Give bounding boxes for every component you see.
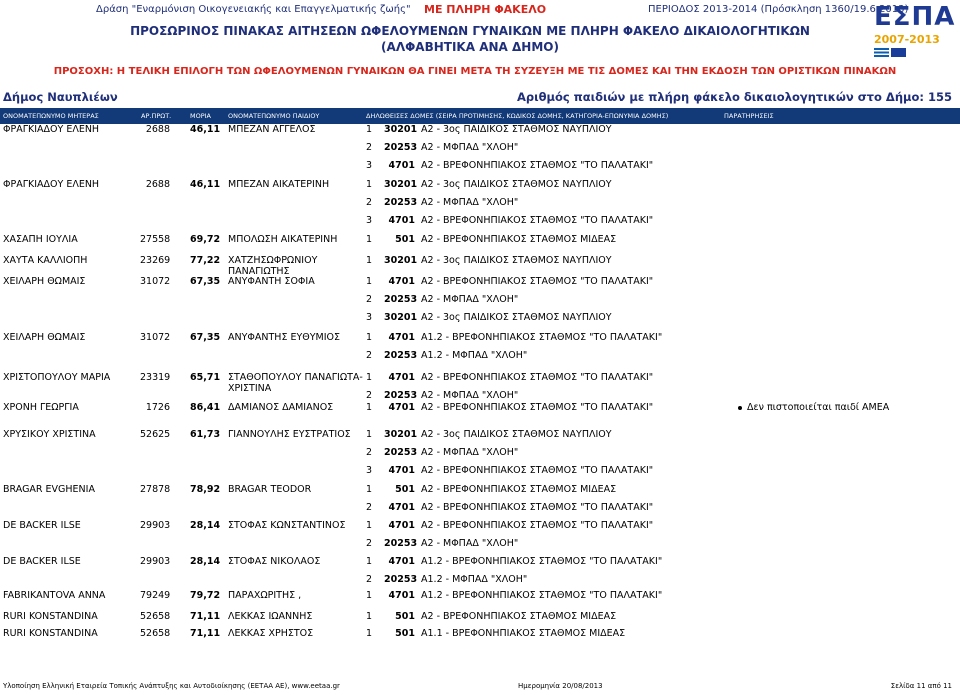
child-name-line: ΛΕΚΚΑΣ ΙΩΑΝΝΗΣ — [228, 611, 313, 622]
remark — [738, 402, 889, 413]
structure-name: Α2 - ΜΦΠΑΔ "ΧΛΟΗ" — [421, 538, 519, 549]
info-bar — [0, 87, 960, 107]
points: 46,11 — [190, 124, 221, 135]
structure-code: 4701 — [388, 590, 415, 601]
structure-name: Α2 - ΒΡΕΦΟΝΗΠΙΑΚΟΣ ΣΤΑΘΜΟΣ "ΤΟ ΠΑΛΑΤΑΚΙ" — [421, 520, 654, 531]
child-name — [228, 124, 316, 135]
structure-name: Α2 - ΒΡΕΦΟΝΗΠΙΑΚΟΣ ΣΤΑΘΜΟΣ "ΤΟ ΠΑΛΑΤΑΚΙ" — [421, 465, 654, 476]
child-name-line: ΧΑΤΖΗΣΩΦΡΩΝΙΟΥ — [228, 255, 318, 266]
preference-order: 1 — [366, 402, 373, 413]
preference-order: 3 — [366, 160, 373, 171]
child-name — [228, 429, 351, 440]
protocol-number: 31072 — [140, 332, 171, 343]
structure-name: Α2 - ΒΡΕΦΟΝΗΠΙΑΚΟΣ ΣΤΑΘΜΟΣ ΜΙΔΕΑΣ — [421, 234, 617, 245]
structure-code: 20253 — [384, 574, 418, 585]
col-remarks: ΠΑΡΑΤΗΡΗΣΕΙΣ — [724, 112, 774, 120]
period-label: ΠΕΡΙΟΔΟΣ 2013-2014 (Πρόσκληση 1360/19.6.2013) — [648, 4, 909, 15]
preference-order: 2 — [366, 502, 373, 513]
structure-code: 20253 — [384, 142, 418, 153]
structure-name: Α2 - 3ος ΠΑΙΔΙΚΟΣ ΣΤΑΘΜΟΣ ΝΑΥΠΛΙΟΥ — [421, 255, 612, 266]
mother-name: RURI KONSTANDINA — [3, 628, 98, 639]
page-subtitle: (ΑΛΦΑΒΗΤΙΚΑ ΑΝΑ ΔΗΜΟ) — [381, 40, 559, 54]
preference-order: 2 — [366, 574, 373, 585]
preference-order: 2 — [366, 197, 373, 208]
child-name — [228, 484, 311, 495]
mother-name: ΧΡΙΣΤΟΠΟΥΛΟΥ ΜΑΡΙΑ — [3, 372, 111, 383]
structure-code: 4701 — [388, 276, 415, 287]
mother-name: ΧΡΥΣΙΚΟΥ ΧΡΙΣΤΙΝΑ — [3, 429, 96, 440]
structure-code: 30201 — [384, 124, 418, 135]
structure-name: Α2 - ΜΦΠΑΔ "ΧΛΟΗ" — [421, 197, 519, 208]
protocol-number: 27878 — [140, 484, 171, 495]
child-name-line: ΠΑΝΑΓΙΩΤΗΣ — [228, 266, 290, 277]
preference-order: 2 — [366, 447, 373, 458]
preference-order: 2 — [366, 294, 373, 305]
structure-name: Α2 - ΒΡΕΦΟΝΗΠΙΑΚΟΣ ΣΤΑΘΜΟΣ "ΤΟ ΠΑΛΑΤΑΚΙ" — [421, 502, 654, 513]
preference-order: 1 — [366, 179, 373, 190]
structure-code: 30201 — [384, 179, 418, 190]
child-name — [228, 628, 313, 639]
structure-code: 4701 — [388, 332, 415, 343]
child-name — [228, 276, 315, 287]
protocol-number: 52658 — [140, 611, 171, 622]
points: 86,41 — [190, 402, 221, 413]
structure-name: Α2 - ΒΡΕΦΟΝΗΠΙΑΚΟΣ ΣΤΑΘΜΟΣ "ΤΟ ΠΑΛΑΤΑΚΙ" — [421, 215, 654, 226]
preference-order: 2 — [366, 350, 373, 361]
child-name — [228, 255, 317, 277]
structure-code: 20253 — [384, 197, 418, 208]
protocol-number: 23269 — [140, 255, 171, 266]
page-title: ΠΡΟΣΩΡΙΝΟΣ ΠΙΝΑΚΑΣ ΑΙΤΗΣΕΩΝ ΩΦΕΛΟΥΜΕΝΩΝ ΓΥΝΑΙΚΩΝ ΜΕ ΠΛΗΡΗ ΦΑΚΕΛΟ ΔΙΚΑΙΟΛΟΓΗΤΙΚΩΝ — [130, 24, 810, 38]
children-count-label: Αριθμός παιδιών με πλήρη φάκελο δικαιολογητικών στο Δήμο: 155 — [516, 90, 952, 104]
preference-order: 1 — [366, 484, 373, 495]
mother-name: ΧΑΣΑΠΗ ΙΟΥΛΙΑ — [3, 234, 78, 245]
points: 46,11 — [190, 179, 221, 190]
structure-code: 20253 — [384, 350, 418, 361]
protocol-number: 27558 — [140, 234, 171, 245]
col-structures: ΔΗΛΩΘΕΙΣΕΣ ΔΟΜΕΣ (ΣΕΙΡΑ ΠΡΟΤΙΜΗΣΗΣ, ΚΩΔΙΚΟΣ ΔΟΜΗΣ, ΚΑΤΗΓΟΡΙΑ-ΕΠΩΝΥΜΙΑ ΔΟΜΗΣ) — [366, 112, 669, 120]
mother-name: ΦΡΑΓΚΙΑΔΟΥ ΕΛΕΝΗ — [3, 179, 100, 190]
warning-banner: ΠΡΟΣΟΧΗ: Η ΤΕΛΙΚΗ ΕΠΙΛΟΓΗ ΤΩΝ ΩΦΕΛΟΥΜΕΝΩΝ ΓΥΝΑΙΚΩΝ ΘΑ ΓΙΝΕΙ ΜΕΤΑ ΤΗ ΣΥΖΕΥΞΗ ΜΕ ΤΙΣ ΔΟΜΕΣ ΚΑΙ ΤΗΝ ΕΚΔΟΣΗ ΤΩΝ ΟΡΙΣΤΙΚΩΝ ΠΙΝΑΚΩΝ — [53, 66, 897, 77]
child-name — [228, 402, 333, 413]
structure-code: 20253 — [384, 294, 418, 305]
col-mother: ΟΝΟΜΑΤΕΠΩΝΥΜΟ ΜΗΤΕΡΑΣ — [3, 112, 99, 120]
child-name-line: ΜΠΕΖΑΝ ΑΙΚΑΤΕΡΙΝΗ — [228, 179, 330, 190]
preference-order: 3 — [366, 312, 373, 323]
mother-name: ΧΑΥΤΑ ΚΑΛΛΙΟΠΗ — [3, 255, 88, 266]
status-label: ΜΕ ΠΛΗΡΗ ΦΑΚΕΛΟ — [424, 3, 547, 16]
child-name-line: ΓΙΑΝΝΟΥΛΗΣ ΕΥΣΤΡΑΤΙΟΣ — [228, 429, 351, 440]
preference-order: 1 — [366, 372, 373, 383]
program-title: Δράση "Εναρμόνιση Οικογενειακής και Επαγγελματικής ζωής" — [96, 4, 411, 15]
col-ap: ΑΡ.ΠΡΩΤ. — [141, 112, 172, 120]
footer-date: Ημερομηνία 20/08/2013 — [518, 682, 603, 690]
child-name-line: ΔΑΜΙΑΝΟΣ ΔΑΜΙΑΝΟΣ — [228, 402, 334, 413]
preference-order: 1 — [366, 556, 373, 567]
preference-order: 3 — [366, 465, 373, 476]
preference-order: 1 — [366, 332, 373, 343]
child-name-line: ΣΤΟΦΑΣ ΚΩΝΣΤΑΝΤΙΝΟΣ — [228, 520, 346, 531]
protocol-number: 23319 — [140, 372, 171, 383]
structure-code: 4701 — [388, 215, 415, 226]
child-name — [228, 556, 320, 567]
structure-code: 20253 — [384, 390, 418, 401]
child-name-line: ΑΝΥΦΑΝΤΗ ΣΟΦΙΑ — [228, 276, 315, 287]
child-name — [228, 234, 337, 245]
points: 65,71 — [190, 372, 221, 383]
points: 61,73 — [190, 429, 221, 440]
points: 67,35 — [190, 276, 221, 287]
structure-name: Α2 - 3ος ΠΑΙΔΙΚΟΣ ΣΤΑΘΜΟΣ ΝΑΥΠΛΙΟΥ — [421, 179, 612, 190]
protocol-number: 79249 — [140, 590, 171, 601]
points: 28,14 — [190, 556, 221, 567]
structure-code: 501 — [395, 611, 415, 622]
child-name — [228, 520, 345, 531]
structure-code: 4701 — [388, 502, 415, 513]
structure-name: Α2 - 3ος ΠΑΙΔΙΚΟΣ ΣΤΑΘΜΟΣ ΝΑΥΠΛΙΟΥ — [421, 429, 612, 440]
points: 78,92 — [190, 484, 221, 495]
child-name-line: ΧΡΙΣΤΙΝΑ — [228, 383, 272, 394]
structure-name: Α2 - ΜΦΠΑΔ "ΧΛΟΗ" — [421, 142, 519, 153]
child-name-line: ΣΤΑΘΟΠΟΥΛΟΥ ΠΑΝΑΓΙΩΤΑ- — [228, 372, 363, 383]
preference-order: 2 — [366, 390, 373, 401]
espa-logo — [868, 2, 956, 62]
structure-name: Α1.2 - ΜΦΠΑΔ "ΧΛΟΗ" — [421, 574, 528, 585]
preference-order: 1 — [366, 590, 373, 601]
protocol-number: 2688 — [145, 124, 170, 135]
protocol-number: 52658 — [140, 628, 171, 639]
structure-name: Α1.2 - ΜΦΠΑΔ "ΧΛΟΗ" — [421, 350, 528, 361]
protocol-number: 29903 — [140, 556, 171, 567]
preference-order: 1 — [366, 255, 373, 266]
structure-name: Α2 - ΒΡΕΦΟΝΗΠΙΑΚΟΣ ΣΤΑΘΜΟΣ "ΤΟ ΠΑΛΑΤΑΚΙ" — [421, 372, 654, 383]
bullet-icon — [738, 406, 742, 410]
structure-code: 4701 — [388, 465, 415, 476]
child-name-line: BRAGAR TEODOR — [228, 484, 312, 495]
structure-code: 501 — [395, 234, 415, 245]
preference-order: 2 — [366, 538, 373, 549]
child-name-line: ΑΝΥΦΑΝΤΗΣ ΕΥΘΥΜΙΟΣ — [228, 332, 341, 343]
points: 71,11 — [190, 628, 221, 639]
structure-code: 30201 — [384, 429, 418, 440]
structure-code: 501 — [395, 484, 415, 495]
protocol-number: 2688 — [145, 179, 170, 190]
mother-name: ΧΕΙΛΑΡΗ ΘΩΜΑΙΣ — [3, 332, 86, 343]
preference-order: 1 — [366, 611, 373, 622]
structure-name: Α2 - ΜΦΠΑΔ "ΧΛΟΗ" — [421, 447, 519, 458]
protocol-number: 1726 — [145, 402, 170, 413]
preference-order: 3 — [366, 215, 373, 226]
footer-page: Σελίδα 11 από 11 — [890, 682, 952, 690]
table-header — [0, 108, 960, 124]
structure-name: Α2 - 3ος ΠΑΙΔΙΚΟΣ ΣΤΑΘΜΟΣ ΝΑΥΠΛΙΟΥ — [421, 124, 612, 135]
mother-name: ΧΡΟΝΗ ΓΕΩΡΓΙΑ — [3, 402, 79, 413]
structure-code: 30201 — [384, 255, 418, 266]
child-name — [228, 372, 363, 394]
mother-name: ΧΕΙΛΑΡΗ ΘΩΜΑΙΣ — [3, 276, 86, 287]
structure-name: Α2 - ΒΡΕΦΟΝΗΠΙΑΚΟΣ ΣΤΑΘΜΟΣ "ΤΟ ΠΑΛΑΤΑΚΙ" — [421, 160, 654, 171]
child-name — [228, 179, 329, 190]
structure-code: 30201 — [384, 312, 418, 323]
mother-name: BRAGAR EVGHENIA — [3, 484, 95, 495]
preference-order: 1 — [366, 124, 373, 135]
structure-name: Α2 - ΜΦΠΑΔ "ΧΛΟΗ" — [421, 390, 519, 401]
preference-order: 1 — [366, 276, 373, 287]
preference-order: 1 — [366, 628, 373, 639]
structure-name: Α2 - ΒΡΕΦΟΝΗΠΙΑΚΟΣ ΣΤΑΘΜΟΣ ΜΙΔΕΑΣ — [421, 611, 617, 622]
mother-name: ΦΡΑΓΚΙΑΔΟΥ ΕΛΕΝΗ — [3, 124, 100, 135]
structure-name: Α1.2 - ΒΡΕΦΟΝΗΠΙΑΚΟΣ ΣΤΑΘΜΟΣ "ΤΟ ΠΑΛΑΤΑΚΙ" — [421, 556, 663, 567]
structure-name: Α2 - ΒΡΕΦΟΝΗΠΙΑΚΟΣ ΣΤΑΘΜΟΣ "ΤΟ ΠΑΛΑΤΑΚΙ" — [421, 402, 654, 413]
structure-name: Α2 - ΒΡΕΦΟΝΗΠΙΑΚΟΣ ΣΤΑΘΜΟΣ ΜΙΔΕΑΣ — [421, 484, 617, 495]
preference-order: 1 — [366, 429, 373, 440]
remark-text: Δεν πιστοποιείται παιδί ΑΜΕΑ — [747, 402, 890, 413]
child-name — [228, 590, 301, 601]
child-name — [228, 611, 312, 622]
protocol-number: 31072 — [140, 276, 171, 287]
flags-icon — [874, 48, 906, 57]
structure-code: 4701 — [388, 160, 415, 171]
structure-code: 4701 — [388, 556, 415, 567]
points: 67,35 — [190, 332, 221, 343]
mother-name: FABRIKANTOVA ANNA — [3, 590, 106, 601]
protocol-number: 52625 — [140, 429, 171, 440]
municipality-label: Δήμος Ναυπλιέων — [3, 90, 118, 104]
preference-order: 1 — [366, 234, 373, 245]
structure-name: Α2 - ΒΡΕΦΟΝΗΠΙΑΚΟΣ ΣΤΑΘΜΟΣ "ΤΟ ΠΑΛΑΤΑΚΙ" — [421, 276, 654, 287]
child-name-line: ΠΑΡΑΧΩΡΙΤΗΣ , — [228, 590, 302, 601]
child-name-line: ΣΤΟΦΑΣ ΝΙΚΟΛΑΟΣ — [228, 556, 321, 567]
col-child: ΟΝΟΜΑΤΕΠΩΝΥΜΟ ΠΑΙΔΙΟΥ — [228, 112, 320, 120]
structure-code: 20253 — [384, 538, 418, 549]
preference-order: 2 — [366, 142, 373, 153]
preference-order: 1 — [366, 520, 373, 531]
structure-name: Α2 - 3ος ΠΑΙΔΙΚΟΣ ΣΤΑΘΜΟΣ ΝΑΥΠΛΙΟΥ — [421, 312, 612, 323]
mother-name: DE BACKER ILSE — [3, 556, 81, 567]
structure-code: 4701 — [388, 402, 415, 413]
mother-name: DE BACKER ILSE — [3, 520, 81, 531]
structure-code: 4701 — [388, 520, 415, 531]
points: 28,14 — [190, 520, 221, 531]
mother-name: RURI KONSTANDINA — [3, 611, 98, 622]
structure-name: Α1.1 - ΒΡΕΦΟΝΗΠΙΑΚΟΣ ΣΤΑΘΜΟΣ ΜΙΔΕΑΣ — [421, 628, 626, 639]
structure-code: 20253 — [384, 447, 418, 458]
points: 71,11 — [190, 611, 221, 622]
child-name-line: ΜΠΟΛΩΣΗ ΑΙΚΑΤΕΡΙΝΗ — [228, 234, 338, 245]
child-name-line: ΜΠΕΖΑΝ ΑΓΓΕΛΟΣ — [228, 124, 316, 135]
points: 79,72 — [190, 590, 221, 601]
structure-name: Α2 - ΜΦΠΑΔ "ΧΛΟΗ" — [421, 294, 519, 305]
points: 69,72 — [190, 234, 221, 245]
child-name-line: ΛΕΚΚΑΣ ΧΡΗΣΤΟΣ — [228, 628, 314, 639]
structure-name: Α1.2 - ΒΡΕΦΟΝΗΠΙΑΚΟΣ ΣΤΑΘΜΟΣ "ΤΟ ΠΑΛΑΤΑΚΙ" — [421, 332, 663, 343]
espa-logo-text: ΕΣΠΑ — [874, 2, 956, 32]
structure-name: Α1.2 - ΒΡΕΦΟΝΗΠΙΑΚΟΣ ΣΤΑΘΜΟΣ "ΤΟ ΠΑΛΑΤΑΚΙ" — [421, 590, 663, 601]
protocol-number: 29903 — [140, 520, 171, 531]
espa-logo-years: 2007-2013 — [874, 33, 940, 46]
col-moria: ΜΟΡΙΑ — [190, 112, 212, 120]
structure-code: 4701 — [388, 372, 415, 383]
structure-code: 501 — [395, 628, 415, 639]
footer-left: Υλοποίηση Ελληνική Εταιρεία Τοπικής Ανάπτυξης και Αυτοδιοίκησης (ΕΕΤΑΑ ΑΕ), www.eetaa.gr — [3, 682, 340, 690]
points: 77,22 — [190, 255, 221, 266]
child-name — [228, 332, 340, 343]
